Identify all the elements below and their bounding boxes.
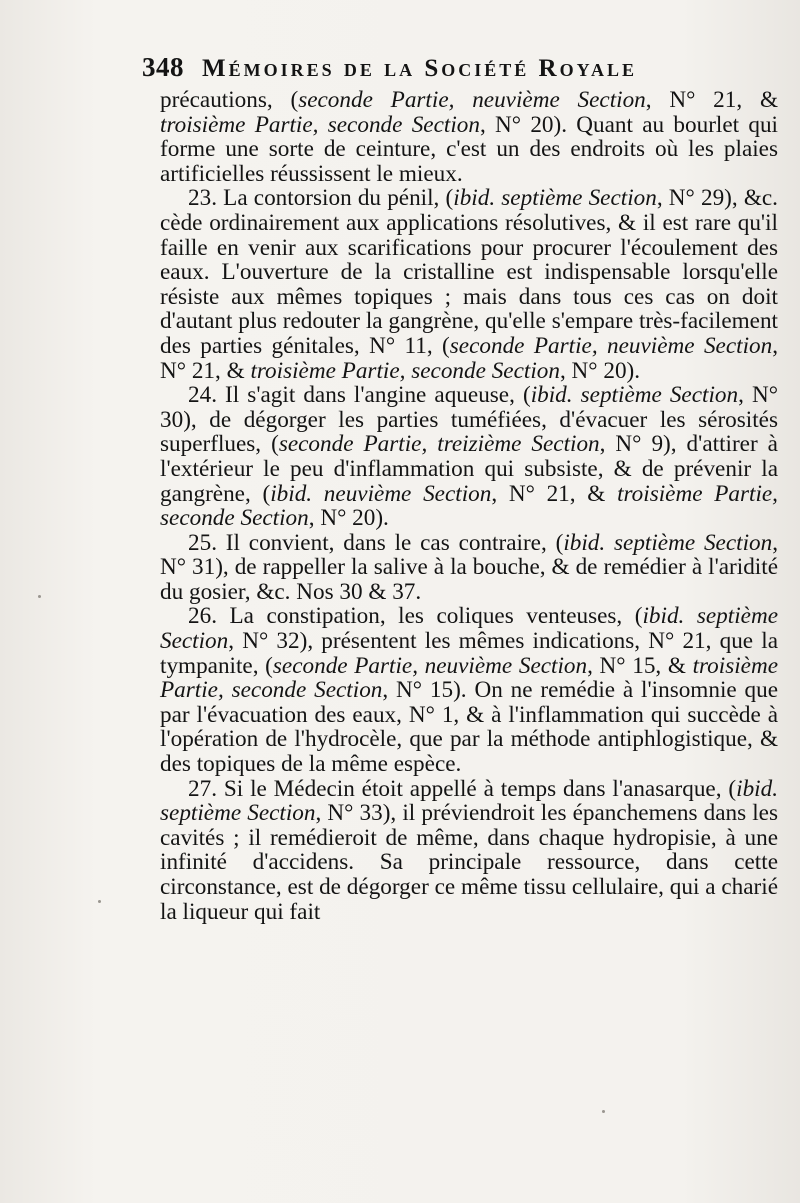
- text-run: , N° 21, &: [645, 87, 778, 113]
- italic-reference: seconde Partie, neuvième Section: [298, 87, 646, 113]
- text-run: , N° 33), il préviendroit les épanchemens dans les cavités ; il remédieroit de même, dans chaque hydropisie, à une infinité d'accidens. Sa principale ressource, dans cette circonstance, est de dégorger ce même tissu cellulaire, qui a charié la liqueur qui fait: [160, 800, 778, 925]
- text-run: , N° 21, &: [491, 480, 618, 507]
- italic-reference: ibid. septième Section: [160, 603, 778, 655]
- italic-reference: ibid. neuvième Section: [270, 480, 492, 507]
- text-run: , N° 21, &: [160, 332, 778, 384]
- italic-reference: ibid. septième Section: [453, 185, 657, 212]
- page-header: [142, 52, 762, 92]
- paragraph-27: [160, 777, 778, 925]
- text-run: précautions, (: [160, 87, 299, 113]
- paper-speck: [38, 595, 41, 598]
- paper-speck: [98, 900, 101, 903]
- page-number: 348: [142, 52, 184, 82]
- italic-reference: ibid. septième Section: [563, 529, 773, 556]
- text-run: 26. La constipation, les coliques venteuses, (: [188, 603, 643, 630]
- text-run: , N° 29), &c. cède ordinairement aux applications résolutives, & il est rare qu'il faille en venir aux scarifications pour procurer l'écoulement des eaux. L'ouverture de la cristalline est indispensable lorsqu'elle résiste aux mêmes topiques ; mais dans tous ces cas on doit d'autant plus redouter la gangrène, qu'elle s'empare très-facilement des parties génitales, N° 11, (: [160, 185, 778, 359]
- italic-reference: troisième Partie, seconde Section: [160, 652, 778, 704]
- text-run: 24. Il s'agit dans l'angine aqueuse, (: [188, 382, 531, 409]
- text-run: , N° 31), de rappeller la salive à la bouche, & de remédier à l'aridité du gosier, &c. Nos 30 & 37.: [160, 529, 778, 605]
- paragraph-26: [160, 604, 778, 776]
- paper-speck: [602, 1110, 605, 1113]
- italic-reference: troisième Partie, seconde Section: [160, 111, 480, 138]
- italic-reference: seconde Partie, neuvième Section: [449, 332, 773, 359]
- text-run: , N° 15, &: [587, 652, 693, 679]
- text-run: , N° 30), de dégorger les parties tuméfiées, d'évacuer les sérosités superflues, (: [160, 382, 778, 458]
- text-run: , N° 32), présentent les mêmes indications, N° 21, que la tympanite, (: [160, 628, 778, 679]
- paragraph-23: [160, 186, 778, 383]
- paragraph-continued: [160, 88, 778, 186]
- text-run: 27. Si le Médecin étoit appellé à temps dans l'anasarque, (: [188, 775, 737, 802]
- body-text: [160, 88, 778, 924]
- paragraph-24: [160, 383, 778, 531]
- running-head: Mémoires de la Société Royale: [202, 55, 637, 82]
- text-run: , N° 9), d'attirer à l'extérieur le peu d'inflammation qui subsiste, & de prévenir la gangrène, (: [160, 431, 778, 507]
- paragraph-25: [160, 531, 778, 605]
- italic-reference: seconde Partie, treizième Section: [278, 431, 600, 458]
- text-run: , N° 20).: [559, 357, 641, 384]
- text-run: , N° 20). Quant au bourlet qui forme une sorte de ceinture, c'est un des endroits où les plaies artificielles réussissent le mieux.: [160, 111, 778, 187]
- italic-reference: troisième Partie, seconde Section: [250, 357, 560, 384]
- text-run: 23. La contorsion du pénil, (: [188, 185, 454, 212]
- italic-reference: ibid. septième Section: [530, 382, 739, 409]
- text-run: 25. Il convient, dans le cas contraire, (: [188, 529, 564, 556]
- text-run: , N° 15). On ne remédie à l'insomnie que par l'évacuation des eaux, N° 1, & à l'inflammation qui succède à l'opération de l'hydrocèle, que par la méthode antiphlogistique, & des topiques de la même espèce.: [160, 677, 779, 778]
- italic-reference: seconde Partie, neuvième Section: [272, 652, 588, 679]
- italic-reference: ibid. septième Section: [160, 775, 778, 827]
- italic-reference: troisième Partie, seconde Section: [160, 480, 778, 532]
- text-run: , N° 20).: [308, 505, 389, 532]
